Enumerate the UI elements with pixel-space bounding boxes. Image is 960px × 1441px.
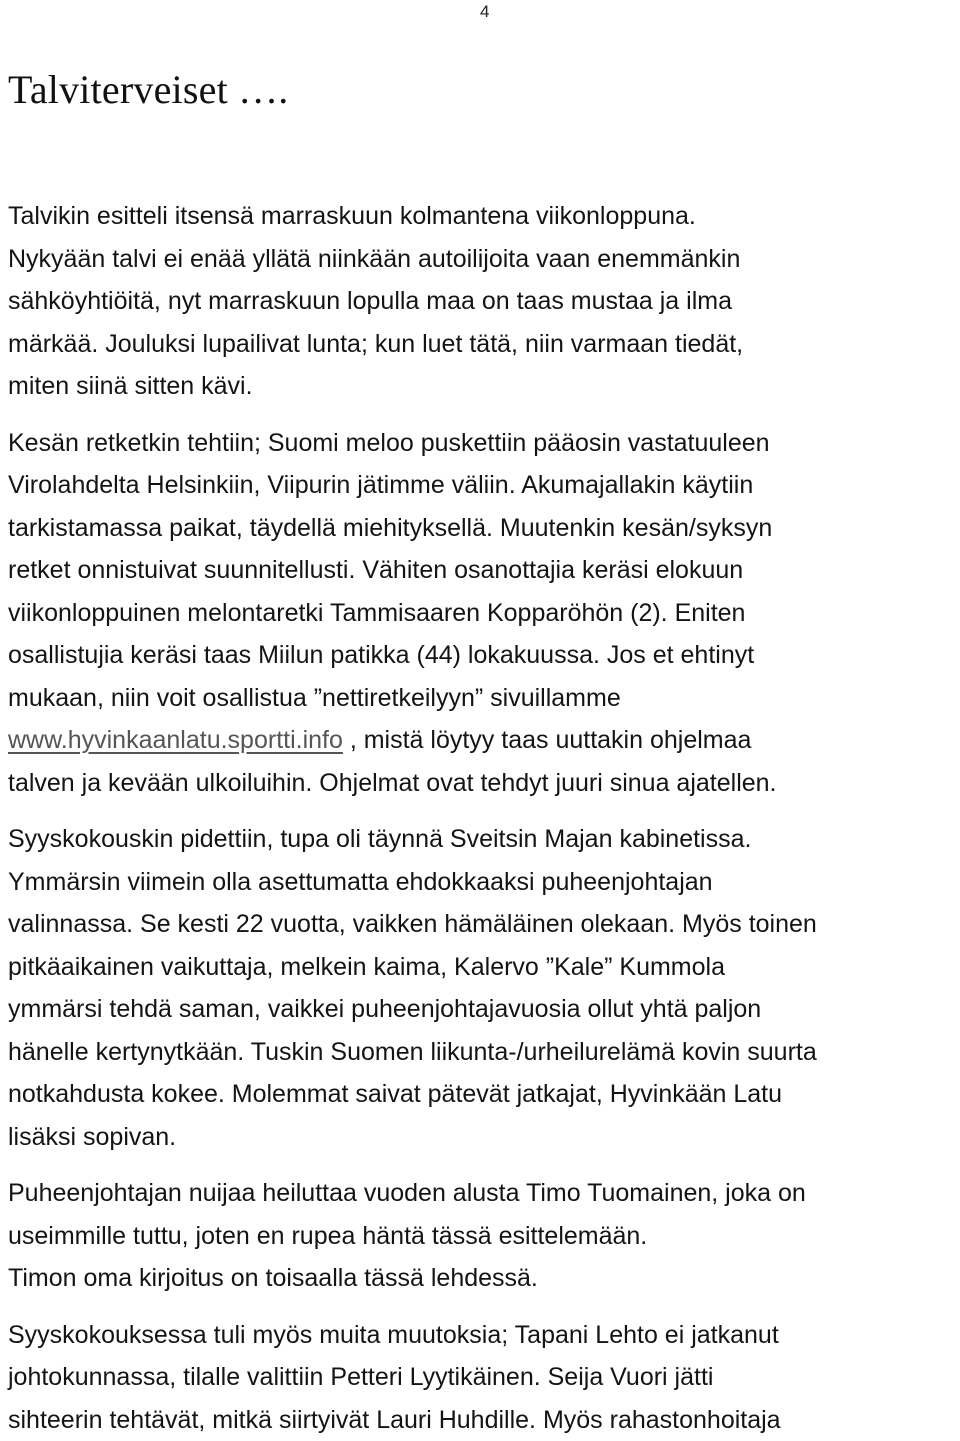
text-line: osallistujia keräsi taas Miilun patikka (44) lokakuussa. Jos et ehtinyt (8, 634, 958, 677)
text-line: talven ja kevään ulkoiluihin. Ohjelmat ovat tehdyt juuri sinua ajatellen. (8, 762, 958, 805)
text-line: notkahdusta kokee. Molemmat saivat pätevät jatkajat, Hyvinkään Latu (8, 1073, 958, 1116)
website-link[interactable]: www.hyvinkaanlatu.sportti.info (8, 726, 343, 754)
article-title: Talviterveiset …. (8, 66, 289, 113)
text-line: Nykyään talvi ei enää yllätä niinkään autoilijoita vaan enemmänkin (8, 238, 958, 281)
paragraph-summer-trips (8, 422, 958, 805)
text-line: sihteerin tehtävät, mitkä siirtyivät Lauri Huhdille. Myös rahastonhoitaja (8, 1399, 958, 1441)
text-line: ymmärsi tehdä saman, vaikkei puheenjohtajavuosia ollut yhtä paljon (8, 988, 958, 1031)
text-line: Syyskokouksessa tuli myös muita muutoksia; Tapani Lehto ei jatkanut (8, 1314, 958, 1357)
paragraph-other-changes (8, 1314, 958, 1441)
text-line: Kesän retketkin tehtiin; Suomi meloo puskettiin pääosin vastatuuleen (8, 422, 958, 465)
paragraph-winter (8, 195, 958, 408)
text-line: johtokunnassa, tilalle valittiin Petteri Lyytikäinen. Seija Vuori jätti (8, 1356, 958, 1399)
paragraph-new-chairman (8, 1172, 958, 1300)
text-line: retket onnistuivat suunnitellusti. Vähiten osanottajia keräsi elokuun (8, 549, 958, 592)
text-line: Talvikin esitteli itsensä marraskuun kolmantena viikonloppuna. (8, 195, 958, 238)
text-line: Timon oma kirjoitus on toisaalla tässä lehdessä. (8, 1257, 958, 1300)
text-line: viikonloppuinen melontaretki Tammisaaren Kopparöhön (2). Eniten (8, 592, 958, 635)
text-line: pitkäaikainen vaikuttaja, melkein kaima, Kalervo ”Kale” Kummola (8, 946, 958, 989)
text-line-with-link (8, 719, 958, 762)
text-line: miten siinä sitten kävi. (8, 365, 958, 408)
text-line: Ymmärsin viimein olla asettumatta ehdokkaaksi puheenjohtajan (8, 861, 958, 904)
text-line: Virolahdelta Helsinkiin, Viipurin jätimme väliin. Akumajallakin käytiin (8, 464, 958, 507)
text-line: valinnassa. Se kesti 22 vuotta, vaikken hämäläinen olekaan. Myös toinen (8, 903, 958, 946)
text-line: lisäksi sopivan. (8, 1116, 958, 1159)
text-line: useimmille tuttu, joten en rupea häntä tässä esittelemään. (8, 1215, 958, 1258)
text-line: märkää. Jouluksi lupailivat lunta; kun luet tätä, niin varmaan tiedät, (8, 323, 958, 366)
text-line: Syyskokouskin pidettiin, tupa oli täynnä Sveitsin Majan kabinetissa. (8, 818, 958, 861)
text-line: Puheenjohtajan nuijaa heiluttaa vuoden alusta Timo Tuomainen, joka on (8, 1172, 958, 1215)
text-after-link: , mistä löytyy taas uuttakin ohjelmaa (343, 726, 752, 754)
text-line: hänelle kertynytkään. Tuskin Suomen liikunta-/urheilurelämä kovin suurta (8, 1031, 958, 1074)
text-line: sähköyhtiöitä, nyt marraskuun lopulla maa on taas mustaa ja ilma (8, 280, 958, 323)
paragraph-annual-meeting (8, 818, 958, 1158)
text-line: mukaan, niin voit osallistua ”nettiretkeilyyn” sivuillamme (8, 677, 958, 720)
text-line: tarkistamassa paikat, täydellä miehityksellä. Muutenkin kesän/syksyn (8, 507, 958, 550)
article-body (8, 195, 958, 1441)
page-number: 4 (480, 2, 489, 22)
